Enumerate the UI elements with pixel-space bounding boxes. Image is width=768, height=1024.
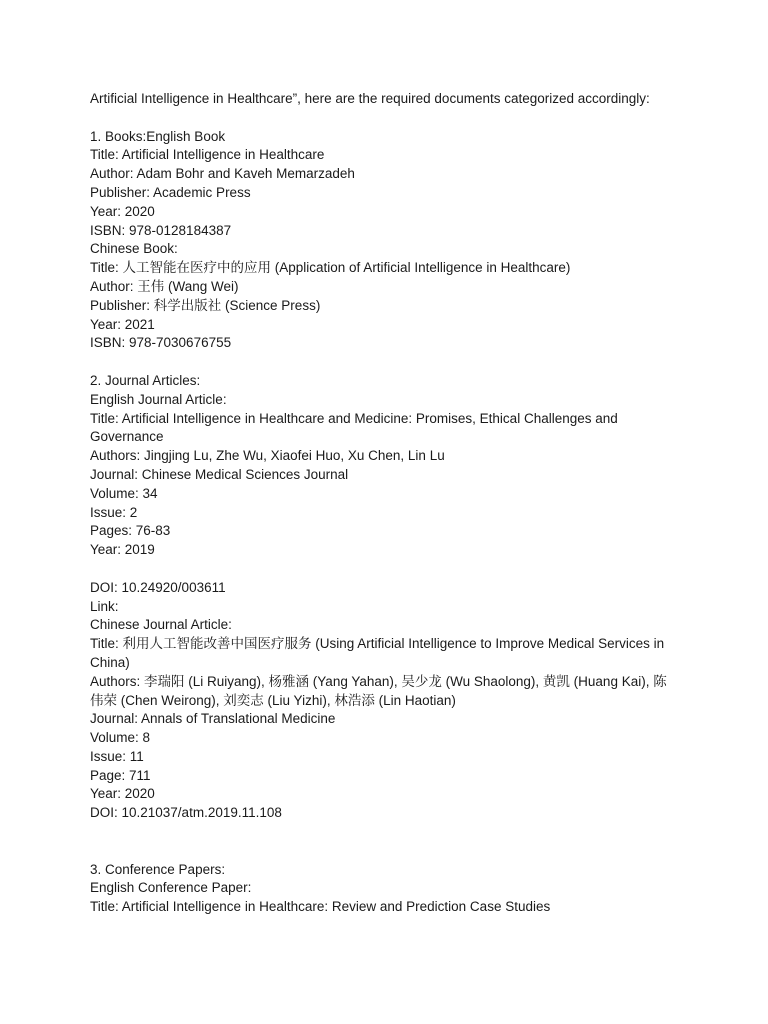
chinese-journal-year: Year: 2020: [90, 786, 155, 802]
english-conference-label: English Conference Paper:: [90, 880, 252, 896]
intro-paragraph: Artificial Intelligence in Healthcare”, here are the required documents categorized accordingly:: [90, 91, 650, 106]
english-conference-title: Title: Artificial Intelligence in Healthcare: Review and Prediction Case Studies: [90, 899, 551, 915]
english-book-author: Author: Adam Bohr and Kaveh Memarzadeh: [90, 166, 355, 182]
chinese-book-isbn: ISBN: 978-7030676755: [90, 335, 232, 351]
english-journal-link: Link:: [90, 598, 119, 614]
english-journal-volume: Volume: 34: [90, 485, 158, 501]
spacer: [90, 109, 680, 128]
english-journal-doi: DOI: 10.24920/003611: [90, 579, 226, 595]
chinese-journal-volume: Volume: 8: [90, 730, 151, 746]
chinese-book-year: Year: 2021: [90, 316, 155, 332]
english-book-isbn: ISBN: 978-0128184387: [90, 222, 232, 238]
spacer: [90, 353, 680, 372]
english-book-year: Year: 2020: [90, 203, 155, 219]
english-journal-pages: Pages: 76-83: [90, 523, 171, 539]
spacer: [90, 560, 680, 579]
chinese-book-publisher: Publisher: 科学出版社 (Science Press): [90, 297, 321, 313]
chinese-journal-issue: Issue: 11: [90, 748, 144, 764]
spacer: [90, 823, 680, 861]
conference-heading: 3. Conference Papers:: [90, 861, 226, 877]
chinese-journal-name: Journal: Annals of Translational Medicine: [90, 711, 336, 727]
english-book-publisher: Publisher: Academic Press: [90, 184, 251, 200]
chinese-journal-label: Chinese Journal Article:: [90, 617, 232, 633]
english-journal-title: Title: Artificial Intelligence in Healthcare and Medicine: Promises, Ethical Challenges and Governance: [90, 410, 622, 445]
english-journal-year: Year: 2019: [90, 542, 155, 558]
chinese-journal-doi: DOI: 10.21037/atm.2019.11.108: [90, 805, 282, 821]
english-journal-issue: Issue: 2: [90, 504, 138, 520]
english-journal-authors: Authors: Jingjing Lu, Zhe Wu, Xiaofei Huo, Xu Chen, Lin Lu: [90, 448, 445, 464]
chinese-journal-authors: Authors: 李瑞阳 (Li Ruiyang), 杨雅涵 (Yang Yahan), 吴少龙 (Wu Shaolong), 黄凯 (Huang Kai), 陈伟荣 (Chen Weirong), 刘奕志 (Liu Yizhi), 林浩添 (Lin Haotian): [90, 673, 667, 708]
books-heading: 1. Books:English Book: [90, 128, 226, 144]
chinese-journal-title: Title: 利用人工智能改善中国医疗服务 (Using Artificial Intelligence to Improve Medical Services in China): [90, 636, 668, 670]
english-book-title: Title: Artificial Intelligence in Healthcare: [90, 147, 325, 163]
chinese-journal-page: Page: 711: [90, 767, 151, 783]
document-page: [90, 90, 680, 917]
chinese-book-author: Author: 王伟 (Wang Wei): [90, 278, 239, 294]
chinese-book-label: Chinese Book:: [90, 241, 178, 257]
english-journal-label: English Journal Article:: [90, 391, 227, 407]
chinese-book-title: Title: 人工智能在医疗中的应用 (Application of Artificial Intelligence in Healthcare): [90, 260, 571, 276]
journals-heading: 2. Journal Articles:: [90, 372, 201, 388]
english-journal-name: Journal: Chinese Medical Sciences Journal: [90, 466, 349, 482]
